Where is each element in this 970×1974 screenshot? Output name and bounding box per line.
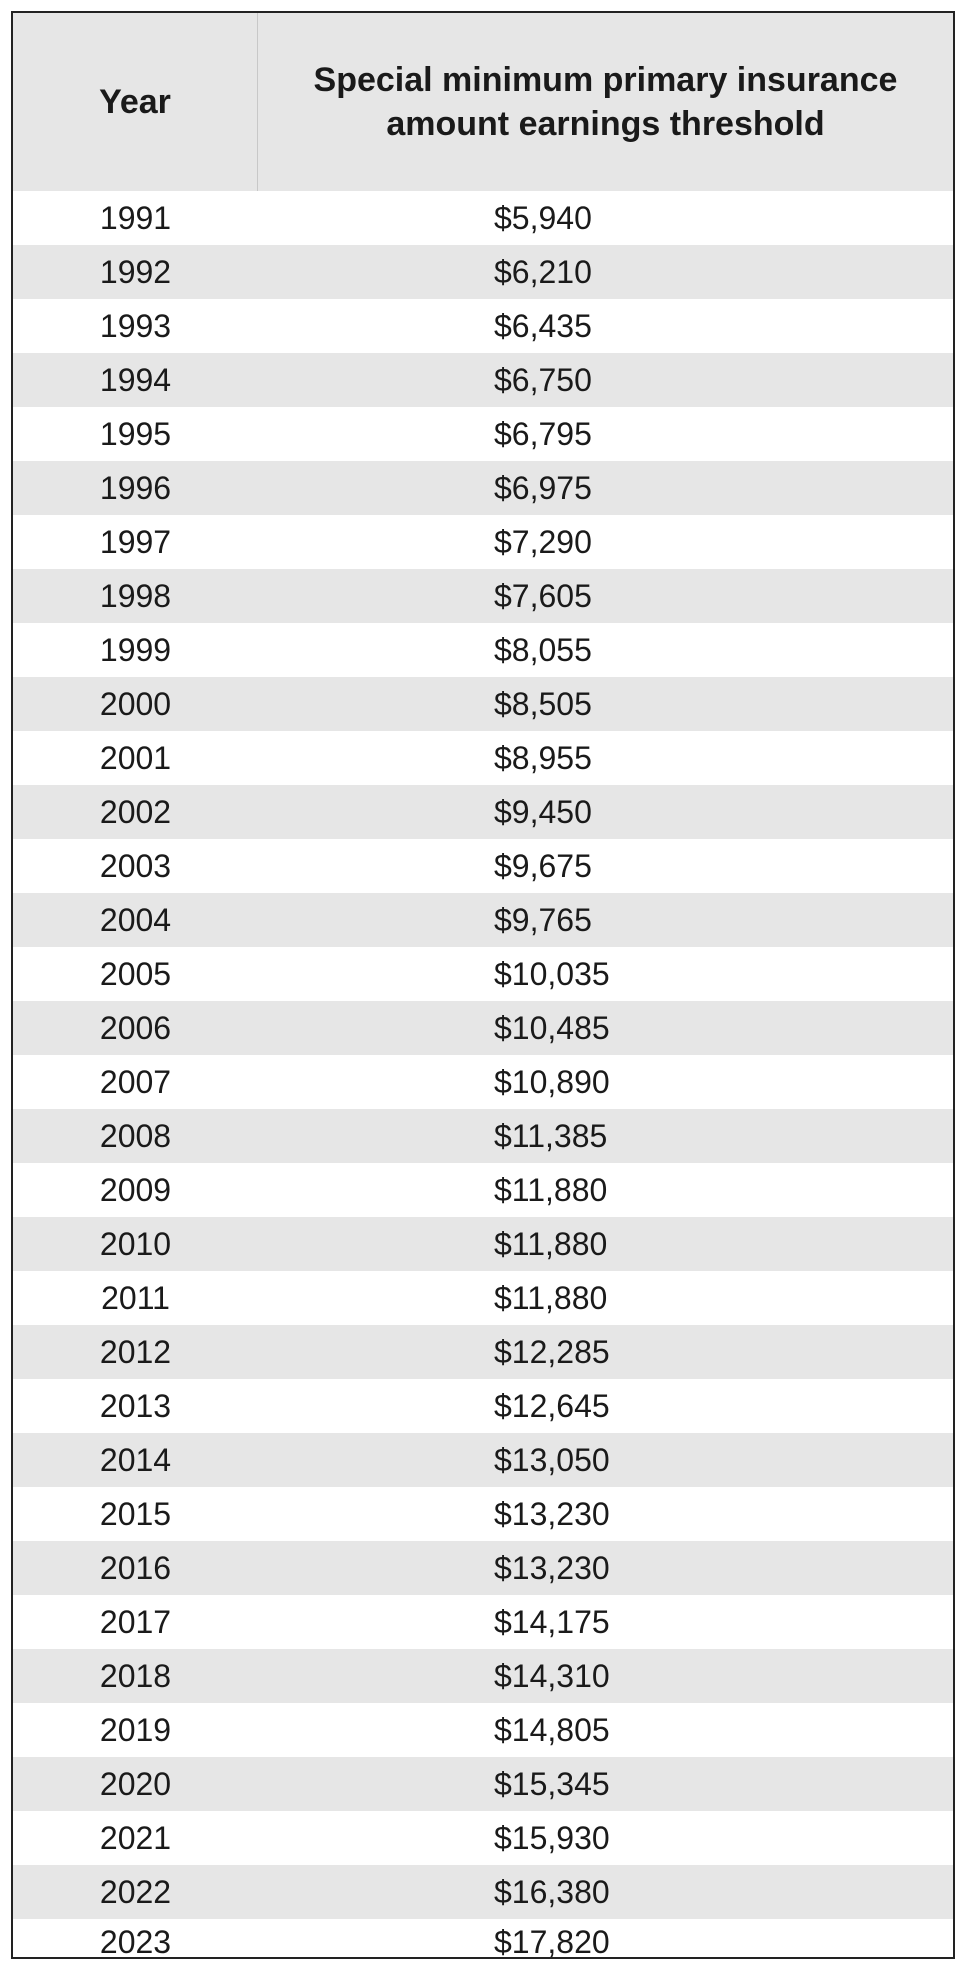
table-row: [13, 677, 953, 731]
cell-amount: $9,675: [494, 847, 592, 884]
cell-year: 2002: [99, 793, 172, 830]
cell-amount: $6,795: [494, 415, 592, 452]
table-row: [13, 461, 953, 515]
table-row: [13, 515, 953, 569]
cell-amount: $16,380: [494, 1873, 610, 1910]
cell-year: 2004: [99, 901, 172, 938]
cell-year: 1995: [99, 415, 172, 452]
cell-year: 2012: [99, 1333, 172, 1370]
cell-amount: $5,940: [494, 199, 592, 236]
cell-year: 2011: [101, 1279, 170, 1316]
table-row: [13, 1055, 953, 1109]
cell-amount: $11,385: [494, 1117, 608, 1154]
cell-year: 2020: [99, 1765, 172, 1802]
cell-year: 2015: [99, 1495, 172, 1532]
cell-year: 1991: [99, 199, 172, 236]
table-row: [13, 1703, 953, 1757]
cell-amount: $14,805: [494, 1711, 610, 1748]
table-row: [13, 1595, 953, 1649]
cell-amount: $14,175: [494, 1603, 610, 1640]
cell-year: 1993: [99, 307, 172, 344]
cell-year: 2010: [99, 1225, 172, 1262]
cell-amount: $13,230: [494, 1495, 610, 1532]
cell-amount: $8,505: [494, 685, 592, 722]
cell-year: 2006: [99, 1009, 172, 1046]
table-row: [13, 1487, 953, 1541]
cell-amount: $11,880: [494, 1225, 608, 1262]
table-row: [13, 191, 953, 245]
table-row: [13, 1325, 953, 1379]
cell-year: 2009: [99, 1171, 172, 1208]
cell-amount: $6,435: [494, 307, 592, 344]
cell-year: 1994: [99, 361, 172, 398]
cell-amount: $11,880: [494, 1279, 608, 1316]
cell-year: 1996: [99, 469, 172, 506]
cell-year: 2014: [99, 1441, 172, 1478]
cell-year: 1998: [99, 577, 172, 614]
cell-amount: $14,310: [494, 1657, 610, 1694]
table-row: [13, 1865, 953, 1919]
cell-amount: $10,890: [494, 1063, 610, 1100]
cell-year: 2022: [99, 1873, 172, 1910]
cell-year: 1997: [99, 523, 172, 560]
table-row: [13, 1163, 953, 1217]
cell-year: 2003: [99, 847, 172, 884]
cell-year: 2005: [99, 955, 172, 992]
cell-amount: $11,880: [494, 1171, 608, 1208]
cell-amount: $15,345: [494, 1765, 610, 1802]
cell-amount: $7,290: [494, 523, 592, 560]
table-row: [13, 299, 953, 353]
cell-amount: $9,765: [494, 901, 592, 938]
cell-amount: $9,450: [494, 793, 592, 830]
cell-amount: $13,230: [494, 1549, 610, 1586]
cell-year: 2007: [99, 1063, 172, 1100]
cell-amount: $10,485: [494, 1009, 610, 1046]
cell-year: 2001: [99, 739, 172, 776]
cell-year: 2013: [99, 1387, 172, 1424]
table-row: [13, 1811, 953, 1865]
table-row: [13, 353, 953, 407]
cell-amount: $12,645: [494, 1387, 610, 1424]
table-row: [13, 1433, 953, 1487]
cell-year: 1992: [99, 253, 172, 290]
cell-year: 2008: [99, 1117, 172, 1154]
cell-year: 2017: [99, 1603, 172, 1640]
table-row: [13, 623, 953, 677]
table-row: [13, 1541, 953, 1595]
cell-year: 2023: [99, 1923, 172, 1959]
cell-amount: $6,975: [494, 469, 592, 506]
table-row: [13, 245, 953, 299]
table-row: [13, 947, 953, 1001]
table-row: [13, 1919, 953, 1959]
table-row: [13, 839, 953, 893]
column-header-year: Year: [13, 13, 258, 191]
table-row: [13, 785, 953, 839]
table-row: [13, 569, 953, 623]
cell-amount: $6,210: [494, 253, 592, 290]
cell-year: 2016: [99, 1549, 172, 1586]
table-row: [13, 731, 953, 785]
table-row: [13, 1379, 953, 1433]
table-header: [13, 13, 953, 191]
cell-amount: $7,605: [494, 577, 592, 614]
cell-amount: $12,285: [494, 1333, 610, 1370]
table-row: [13, 1001, 953, 1055]
table-row: [13, 1109, 953, 1163]
cell-year: 1999: [99, 631, 172, 668]
table-row: [13, 1271, 953, 1325]
earnings-threshold-table: [11, 11, 955, 1959]
table-row: [13, 893, 953, 947]
cell-year: 2019: [99, 1711, 172, 1748]
cell-year: 2021: [99, 1819, 172, 1856]
cell-amount: $10,035: [494, 955, 610, 992]
cell-amount: $17,820: [494, 1923, 610, 1959]
cell-year: 2018: [99, 1657, 172, 1694]
cell-year: 2000: [99, 685, 172, 722]
table-row: [13, 1649, 953, 1703]
table-row: [13, 1757, 953, 1811]
table-row: [13, 1217, 953, 1271]
table-row: [13, 407, 953, 461]
cell-amount: $13,050: [494, 1441, 610, 1478]
cell-amount: $15,930: [494, 1819, 610, 1856]
column-header-amount: Special minimum primary insurance amount earnings threshold: [313, 61, 898, 143]
cell-amount: $8,055: [494, 631, 592, 668]
table-body: [13, 191, 953, 1959]
cell-amount: $6,750: [494, 361, 592, 398]
cell-amount: $8,955: [494, 739, 592, 776]
